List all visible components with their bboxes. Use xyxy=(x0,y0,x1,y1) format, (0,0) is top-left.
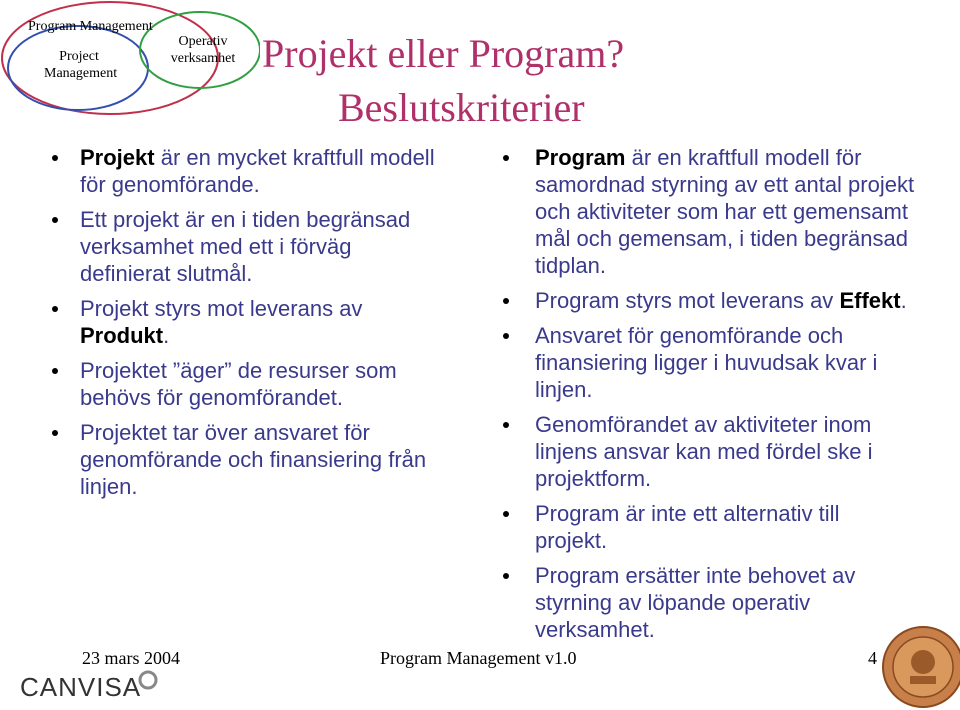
right-bullet-5: Program är inte ett alternativ till projekt. xyxy=(535,500,915,554)
right-bullet-2: Program styrs mot leverans av Effekt. xyxy=(535,287,915,314)
slide-subtitle: Beslutskriterier xyxy=(338,85,585,130)
bullet-dot xyxy=(503,511,509,517)
footer-page-number: 4 xyxy=(868,648,877,668)
left-bullet-list xyxy=(80,144,440,508)
venn-diagram xyxy=(0,0,260,120)
slide-title: Projekt eller Program? xyxy=(262,31,625,76)
bullet-dot xyxy=(503,573,509,579)
right-bullet-1: Program är en kraftfull modell för samordnad styrning av ett antal projekt och aktiviteter som har ett gemensamt mål och gemensam, i tiden begränsad tidplan. xyxy=(535,144,915,279)
bullet-dot xyxy=(503,298,509,304)
logo-swirl-icon xyxy=(138,670,158,690)
left-bullet-5: Projektet tar över ansvaret för genomförande och finansiering från linjen. xyxy=(80,419,440,500)
venn-label-program-management: Program Management xyxy=(28,19,153,34)
right-bullet-list xyxy=(535,144,915,651)
savings-bank-seal-icon xyxy=(880,624,960,710)
bullet-dot xyxy=(503,155,509,161)
bullet-dot xyxy=(52,368,58,374)
left-bullet-4: Projektet ”äger” de resurser som behövs för genomförandet. xyxy=(80,357,440,411)
bullet-dot xyxy=(52,155,58,161)
right-bullet-3: Ansvaret för genomförande och finansiering ligger i huvudsak kvar i linjen. xyxy=(535,322,915,403)
left-bullet-3: Projekt styrs mot leverans av Produkt. xyxy=(80,295,440,349)
left-bullet-1: Projekt är en mycket kraftfull modell för genomförande. xyxy=(80,144,440,198)
bullet-dot xyxy=(503,422,509,428)
venn-label-operativ: Operativ verksamhet xyxy=(170,34,236,66)
right-bullet-4: Genomförandet av aktiviteter inom linjens ansvar kan med fördel ske i projektform. xyxy=(535,411,915,492)
footer-title: Program Management v1.0 xyxy=(380,648,577,668)
bullet-dot xyxy=(52,217,58,223)
footer-date: 23 mars 2004 xyxy=(82,648,180,668)
bullet-dot xyxy=(52,430,58,436)
canvisa-logo: CANVISA xyxy=(20,672,141,703)
bullet-dot xyxy=(503,333,509,339)
venn-label-project: Project Management xyxy=(44,49,118,81)
right-bullet-6: Program ersätter inte behovet av styrning av löpande operativ verksamhet. xyxy=(535,562,915,643)
left-bullet-2: Ett projekt är en i tiden begränsad verksamhet med ett i förväg definierat slutmål. xyxy=(80,206,440,287)
bullet-dot xyxy=(52,306,58,312)
